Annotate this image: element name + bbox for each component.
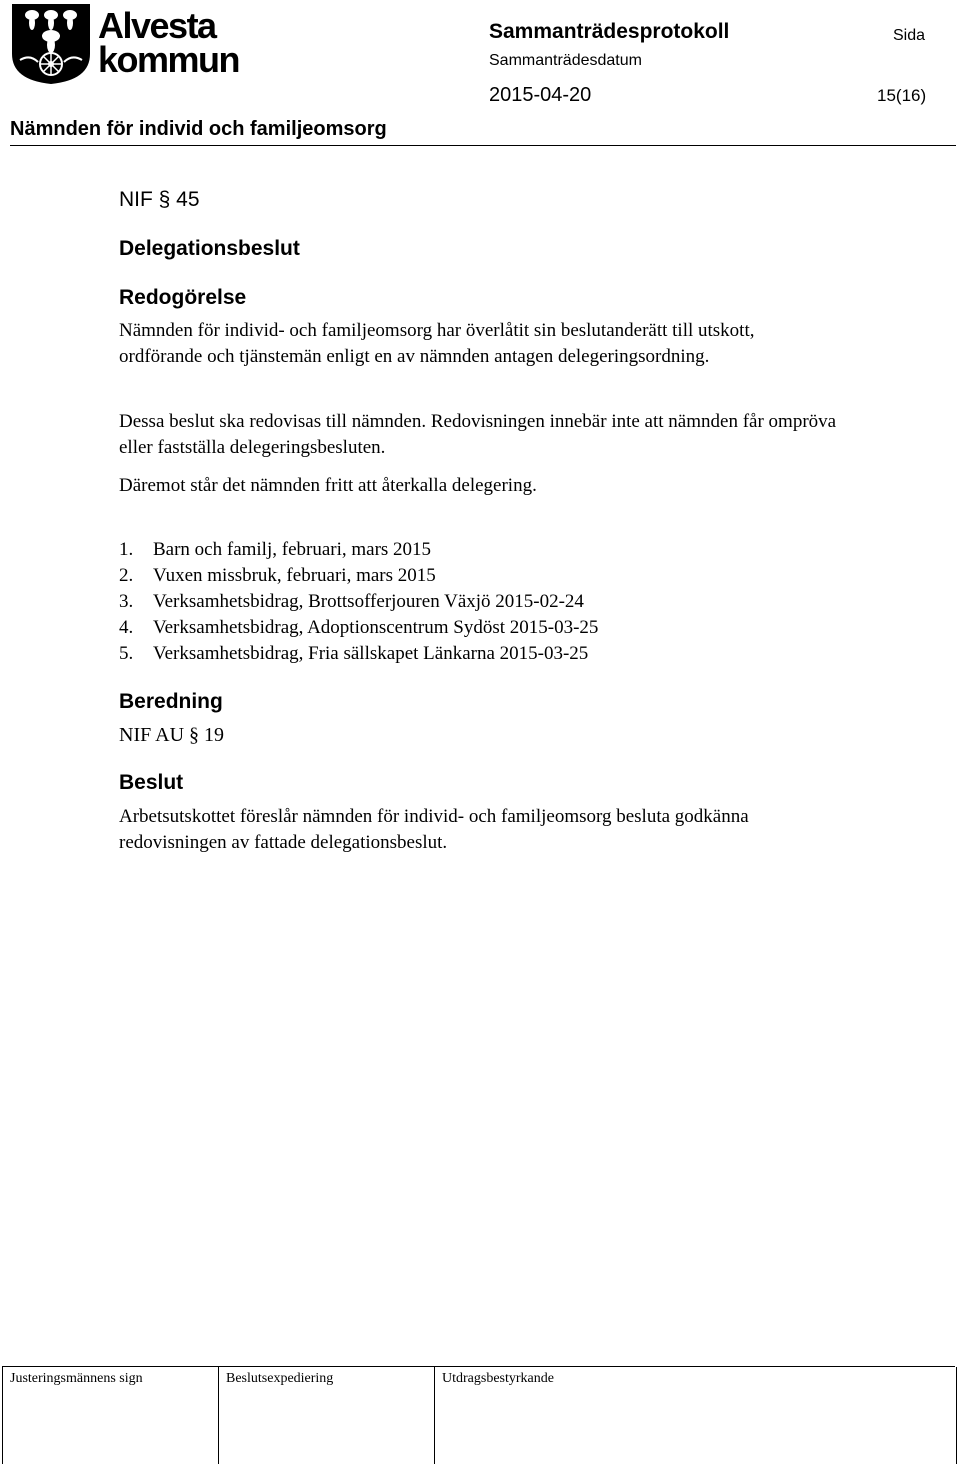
meeting-date-label: Sammanträdesdatum xyxy=(489,52,642,69)
list-item-text: Verksamhetsbidrag, Fria sällskapet Länkarna 2015-03-25 xyxy=(153,643,589,664)
meeting-date-value: 2015-04-20 xyxy=(489,84,592,106)
certification-box xyxy=(434,1367,957,1464)
certification-box-label: Utdragsbestyrkande xyxy=(442,1371,554,1386)
list-item xyxy=(119,563,598,589)
list-item-number: 3. xyxy=(119,591,134,612)
list-item-text: Vuxen missbruk, februari, mars 2015 xyxy=(153,565,436,586)
redogorelse-paragraph-1: Nämnden för individ- och familjeomsorg har överlåtit sin beslutanderätt till utskott, ordförande och tjänstemän enligt en av nämnden antagen delegeringsordning. xyxy=(119,320,755,367)
beredning-heading: Beredning xyxy=(119,690,223,713)
list-item xyxy=(119,615,598,641)
list-item-number: 1. xyxy=(119,539,134,560)
redogorelse-paragraph-3: Däremot står det nämnden fritt att återkalla delegering. xyxy=(119,475,537,496)
beslut-heading: Beslut xyxy=(119,771,184,794)
beslut-text: Arbetsutskottet föreslår nämnden för individ- och familjeomsorg besluta godkänna redovisningen av fattade delegationsbeslut. xyxy=(119,806,749,853)
alvesta-kommun-logo xyxy=(10,2,242,86)
dispatch-box xyxy=(218,1367,435,1464)
logo-word-kommun: kommun xyxy=(98,39,240,80)
header-divider xyxy=(10,145,956,146)
list-item-text: Barn och familj, februari, mars 2015 xyxy=(153,539,432,560)
list-item-number: 4. xyxy=(119,617,134,638)
page-label: Sida xyxy=(893,27,926,44)
list-item-text: Verksamhetsbidrag, Brottsofferjouren Växjö 2015-02-24 xyxy=(153,591,584,612)
list-item-text: Verksamhetsbidrag, Adoptionscentrum Sydöst 2015-03-25 xyxy=(153,617,599,638)
signature-box xyxy=(2,1367,219,1464)
section-id: NIF § 45 xyxy=(119,188,200,211)
list-item xyxy=(119,589,598,615)
delegation-decision-list xyxy=(119,537,598,667)
section-title: Delegationsbeslut xyxy=(119,237,300,260)
dispatch-box-label: Beslutsexpediering xyxy=(226,1371,334,1386)
list-item-number: 5. xyxy=(119,643,134,664)
list-item-number: 2. xyxy=(119,565,134,586)
redogorelse-paragraph-2: Dessa beslut ska redovisas till nämnden. Redovisningen innebär inte att nämnden får ompröva eller fastställa delegeringsbesluten. xyxy=(119,411,837,458)
coat-of-arms-icon xyxy=(12,4,90,84)
redogorelse-heading: Redogörelse xyxy=(119,286,247,309)
list-item xyxy=(119,537,598,563)
document-title: Sammanträdesprotokoll xyxy=(489,20,730,43)
page-number: 15(16) xyxy=(877,86,927,105)
logo-word-alvesta: Alvesta xyxy=(98,5,216,46)
signature-box-label: Justeringsmännens sign xyxy=(10,1371,143,1386)
list-item xyxy=(119,641,598,667)
committee-name: Nämnden för individ och familjeomsorg xyxy=(10,118,387,140)
beredning-text: NIF AU § 19 xyxy=(119,724,225,746)
